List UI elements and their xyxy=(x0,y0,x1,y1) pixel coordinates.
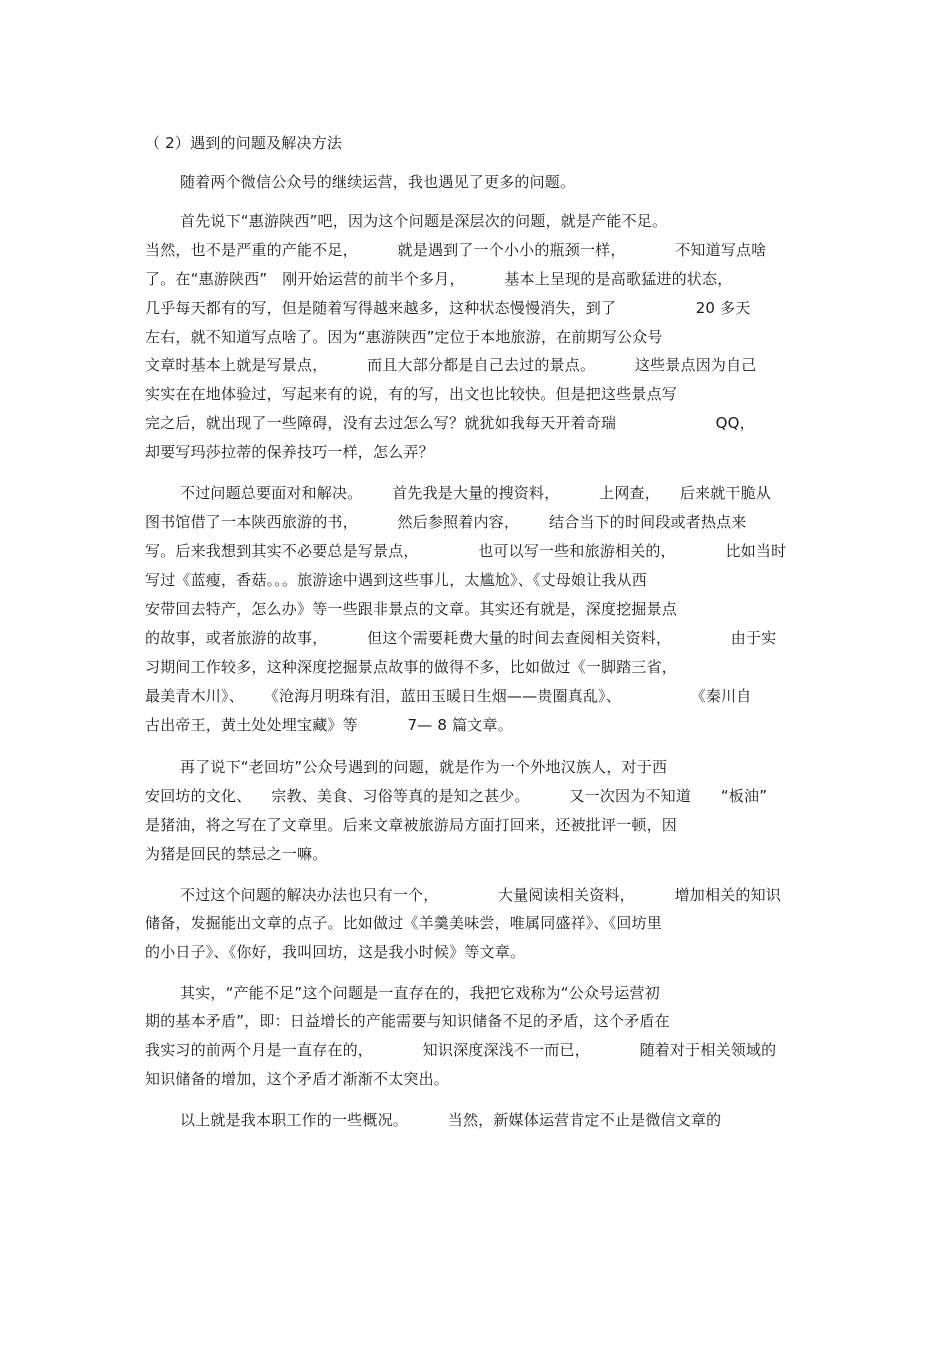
text-line: 写。后来我想到其实不必要总是写景点， 也可以写一些和旅游相关的， 比如当时 xyxy=(145,542,787,560)
text-line: 我实习的前两个月是一直存在的， 知识深度深浅不一而已， 随着对于相关领域的 xyxy=(145,1041,777,1059)
text-line: 为猪是回民的禁忌之一嘛。 xyxy=(145,845,328,863)
text-line: 当然，也不是严重的产能不足， 就是遇到了一个小小的瓶颈一样， 不知道写点啥 xyxy=(145,241,767,259)
text-line: 文章时基本上就是写景点， 而且大部分都是自己去过的景点。 这些景点因为自己 xyxy=(145,356,757,374)
text-line: 最美青木川》、 《沧海月明珠有泪，蓝田玉暖日生烟——贵圈真乱》、 《秦川自 xyxy=(145,687,752,705)
text-line: 了。在“惠游陕西” 刚开始运营的前半个多月， 基本上呈现的是高歌猛进的状态， xyxy=(145,270,733,288)
text-line: 随着两个微信公众号的继续运营，我也遇见了更多的问题。 xyxy=(180,173,576,191)
text-line: 首先说下“惠游陕西”吧，因为这个问题是深层次的问题，就是产能不足。 xyxy=(180,212,668,230)
text-line: 知识储备的增加，这个矛盾才渐渐不太突出。 xyxy=(145,1070,450,1088)
section-heading: （ 2）遇到的问题及解决方法 xyxy=(145,134,343,152)
text-line: 完之后，就出现了一些障碍，没有去过怎么写？就犹如我每天开着奇瑞 QQ， xyxy=(145,414,755,432)
text-line: 再了说下“老回坊”公众号遇到的问题，就是作为一个外地汉族人，对于西 xyxy=(180,758,668,776)
text-line: 写过《蓝瘦，香菇。。。旅游途中遇到这些事儿，太尴尬》、《丈母娘让我从西 xyxy=(145,571,648,589)
text-line: 期的基本矛盾”，即：日益增长的产能需要与知识储备不足的矛盾，这个矛盾在 xyxy=(145,1012,670,1030)
text-line: 实实在在地体验过，写起来有的说，有的写，出文也比较快。但是把这些景点写 xyxy=(145,385,678,403)
text-line: 不过这个问题的解决办法也只有一个， 大量阅读相关资料， 增加相关的知识 xyxy=(180,886,781,904)
text-line: 的小日子》、《你好，我叫回坊，这是我小时候》等文章。 xyxy=(145,943,526,961)
text-line: 储备，发掘能出文章的点子。比如做过《羊羹美味尝，唯属同盛祥》、《回坊里 xyxy=(145,914,663,932)
text-line: 其实，“产能不足”这个问题是一直存在的，我把它戏称为“公众号运营初 xyxy=(180,984,660,1002)
text-line: 以上就是我本职工作的一些概况。 当然，新媒体运营肯定不止是微信文章的 xyxy=(180,1111,722,1129)
text-line: 左右，就不知道写点啥了。因为“惠游陕西”定位于本地旅游，在前期写公众号 xyxy=(145,328,663,346)
text-line: 古出帝王，黄土处处埋宝藏》等 7— 8 篇文章。 xyxy=(145,716,513,734)
text-line: 安回坊的文化、 宗教、美食、习俗等真的是知之甚少。 又一次因为不知道 “板油” xyxy=(145,787,768,805)
text-line: 的故事，或者旅游的故事， 但这个需要耗费大量的时间去查阅相关资料， 由于实 xyxy=(145,629,777,647)
text-line: 习期间工作较多，这种深度挖掘景点故事的做得不多，比如做过《一脚踏三省， xyxy=(145,658,678,676)
text-line: 安带回去特产，怎么办》等一些跟非景点的文章。其实还有就是，深度挖掘景点 xyxy=(145,600,678,618)
text-line: 是猪油，将之写在了文章里。后来文章被旅游局方面打回来，还被批评一顿，因 xyxy=(145,816,678,834)
text-line: 几乎每天都有的写，但是随着写得越来越多，这种状态慢慢消失，到了 20 多天 xyxy=(145,299,751,317)
text-line: 不过问题总要面对和解决。 首先我是大量的搜资料， 上网查， 后来就干脆从 xyxy=(180,484,772,502)
text-line: 却要写玛莎拉蒂的保养技巧一样，怎么弄？ xyxy=(145,443,434,461)
text-line: 图书馆借了一本陕西旅游的书， 然后参照着内容， 结合当下的时间段或者热点来 xyxy=(145,513,747,531)
